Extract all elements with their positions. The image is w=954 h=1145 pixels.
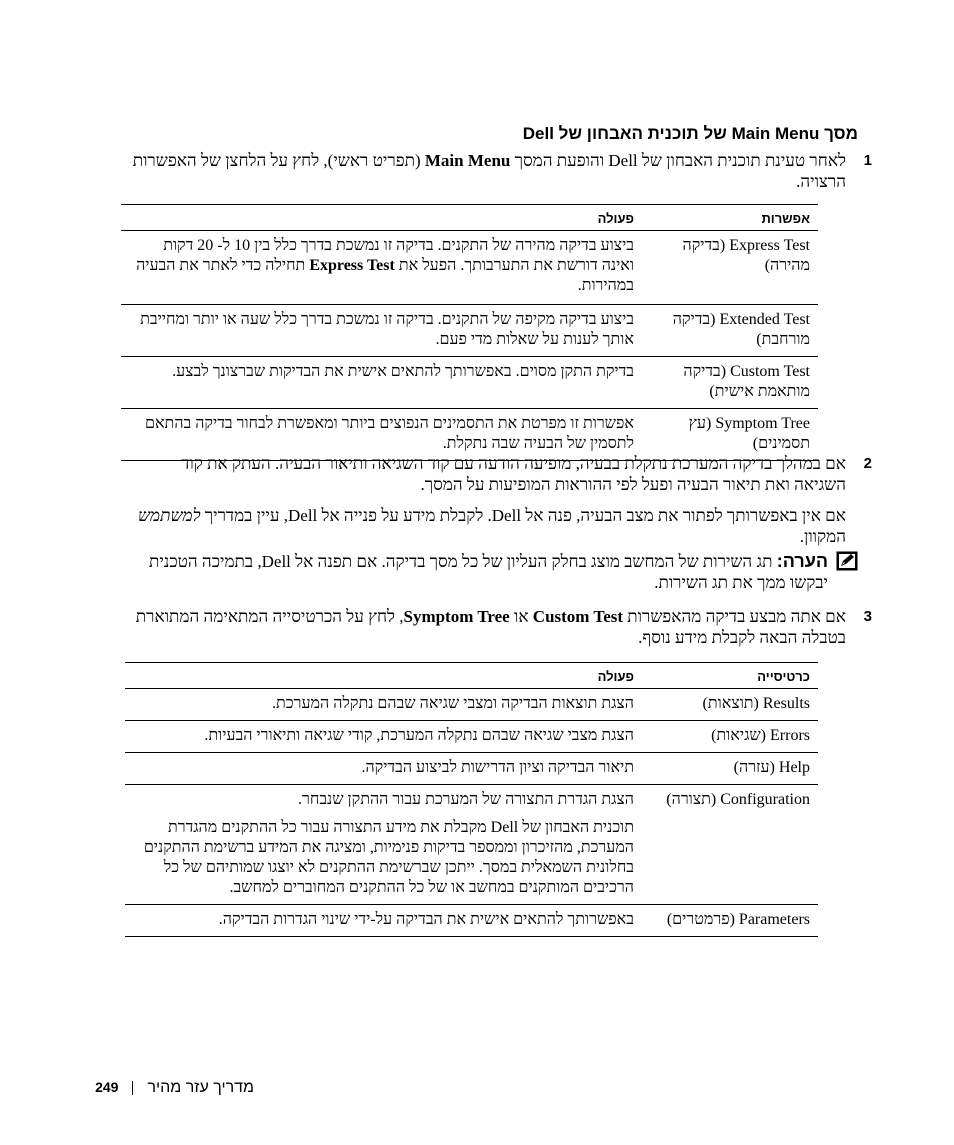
table-row: [125, 689, 818, 721]
step-text-part: אם אין באפשרותך לפתור את מצב הבעיה, פנה אל Dell. לקבלת מידע על פנייה אל Dell, עיין במדריך: [200, 506, 846, 525]
table-header-row: [121, 205, 818, 231]
tab-cell: Help (עזרה): [642, 753, 818, 785]
header-option: אפשרות: [642, 205, 818, 231]
step-text: [126, 150, 846, 192]
page-number: 249: [95, 1079, 119, 1095]
step-text-part: (תפריט ראשי), לחץ על הלחצן של האפשרות הרצויה.: [132, 151, 846, 191]
function-cell: הצגת תוצאות הבדיקה ומצבי שגיאה שבהם נתקלה המערכת.: [125, 689, 642, 721]
tab-cell: Configuration (תצורה): [642, 785, 818, 905]
table-row: [121, 357, 818, 409]
note-body: תג השירות של המחשב מוצג בחלק העליון של כל מסך בדיקה. אם תפנה אל Dell, בתמיכה הטכנית יבקשו ממך את תג השירות.: [148, 552, 828, 592]
step-text-part: המקוון.: [799, 527, 846, 546]
section-title: מסך Main Menu של תוכנית האבחון של Dell: [522, 124, 858, 143]
note-pencil-icon: [836, 551, 858, 571]
step-text: [126, 505, 846, 547]
option-cell: Extended Test (בדיקה מורחבת): [642, 305, 818, 357]
step-1: [126, 150, 872, 192]
tab-cell: Results (תוצאות): [642, 689, 818, 721]
function-cell: [121, 231, 642, 305]
step-text-part: לאחר טעינת תוכנית האבחון של Dell והופעת המסך: [510, 151, 846, 170]
function-cell: בדיקת התקן מסוים. באפשרותך להתאים אישית את הבדיקות שברצונך לבצע.: [121, 357, 642, 409]
function-cell: באפשרותך להתאים אישית את הבדיקה על-ידי שינוי הגדרות הבדיקה.: [125, 905, 642, 937]
table-row: [125, 905, 818, 937]
footer-title: מדריך עזר מהיר: [147, 1079, 254, 1096]
function-text: ביצוע בדיקה מהירה של התקנים. בדיקה זו נמשכת בדרך כלל בין 10 ל- 20 דקות ואינה דורשת את התערבותך. הפעל את: [163, 237, 634, 274]
step-text: אם במהלך בדיקה המערכת נתקלת בבעיה, מופיעה הודעה עם קוד השגיאה ותיאור הבעיה. העתק את קוד השגיאה ואת תיאור הבעיה ופעל לפי ההוראות המופיעות על המסך.: [181, 454, 846, 494]
step-bold-term: Custom Test: [532, 607, 624, 626]
step-bold-term: Main Menu: [424, 151, 511, 170]
tab-cell: Parameters (פרמטרים): [642, 905, 818, 937]
step-bold-term: Symptom Tree: [403, 607, 510, 626]
step-2: [126, 453, 872, 547]
note-label: הערה:: [776, 551, 828, 571]
note-text: [118, 551, 828, 593]
option-cell: Custom Test (בדיקה מותאמת אישית): [642, 357, 818, 409]
step-italic-term: למשתמש: [137, 506, 201, 525]
table-row: [121, 305, 818, 357]
step-3: [126, 606, 872, 648]
function-cell: אפשרות זו מפרטת את התסמינים הנפוצים ביותר ומאפשרת לבחור בדיקה בהתאם לתסמין של הבעיה שבה נתקלת.: [121, 409, 642, 461]
function-paragraph: תוכנית האבחון של Dell מקבלת את מידע התצורה עבור כל ההתקנים מהגדרת המערכת, מהזיכרון וממספר בדיקות פנימיות, ומציגה את המידע ברשימת ההתקנים בחלונית השמאלית במסך. ייתכן שברשימת ההתקנים לא יוצגו שמותיהם של כל הרכיבים המותקנים במחשב או של כל ההתקנים המחוברים למחשב.: [143, 819, 634, 896]
step-number: 1: [863, 152, 872, 169]
function-bold: Express Test: [309, 257, 395, 274]
table-header-row: [125, 663, 818, 689]
function-cell: [125, 785, 642, 905]
step-number: 2: [863, 455, 872, 472]
table-row: [125, 785, 818, 905]
function-paragraph: הצגת הגדרת התצורה של המערכת עבור ההתקן שנבחר.: [297, 791, 634, 808]
option-cell: Express Test (בדיקה מהירה): [642, 231, 818, 305]
tab-cell: Errors (שגיאות): [642, 721, 818, 753]
option-cell: Symptom Tree (עץ תסמינים): [642, 409, 818, 461]
function-cell: תיאור הבדיקה וציון הדרישות לביצוע הבדיקה.: [125, 753, 642, 785]
page-footer: [0, 1079, 254, 1097]
table-row: [125, 753, 818, 785]
table-row: [125, 721, 818, 753]
step-number: 3: [863, 608, 872, 625]
step-text: [126, 606, 846, 648]
step-text-part: או: [509, 607, 533, 626]
header-tab: כרטיסייה: [642, 663, 818, 689]
test-options-table: [121, 204, 818, 461]
tabs-table: [125, 662, 818, 937]
note-block: [118, 551, 858, 593]
step-text-part: אם אתה מבצע בדיקה מהאפשרות: [623, 607, 846, 626]
function-cell: ביצוע בדיקה מקיפה של התקנים. בדיקה זו נמשכת בדרך כלל שעה או יותר ומחייבת אותך לענות על שאלות מדי פעם.: [121, 305, 642, 357]
table-row: [121, 231, 818, 305]
function-text: תחילה כדי לאתר את הבעיה במהירות.: [136, 257, 634, 294]
step-text-part: , לחץ על הכרטיסייה המתאימה המתוארת בטבלה הבאה לקבלת מידע נוסף.: [135, 607, 846, 647]
header-function: פעולה: [125, 663, 642, 689]
header-function: פעולה: [121, 205, 642, 231]
function-cell: הצגת מצבי שגיאה שבהם נתקלה המערכת, קודי שגיאה ותיאורי הבעיות.: [125, 721, 642, 753]
footer-separator: [132, 1081, 133, 1095]
